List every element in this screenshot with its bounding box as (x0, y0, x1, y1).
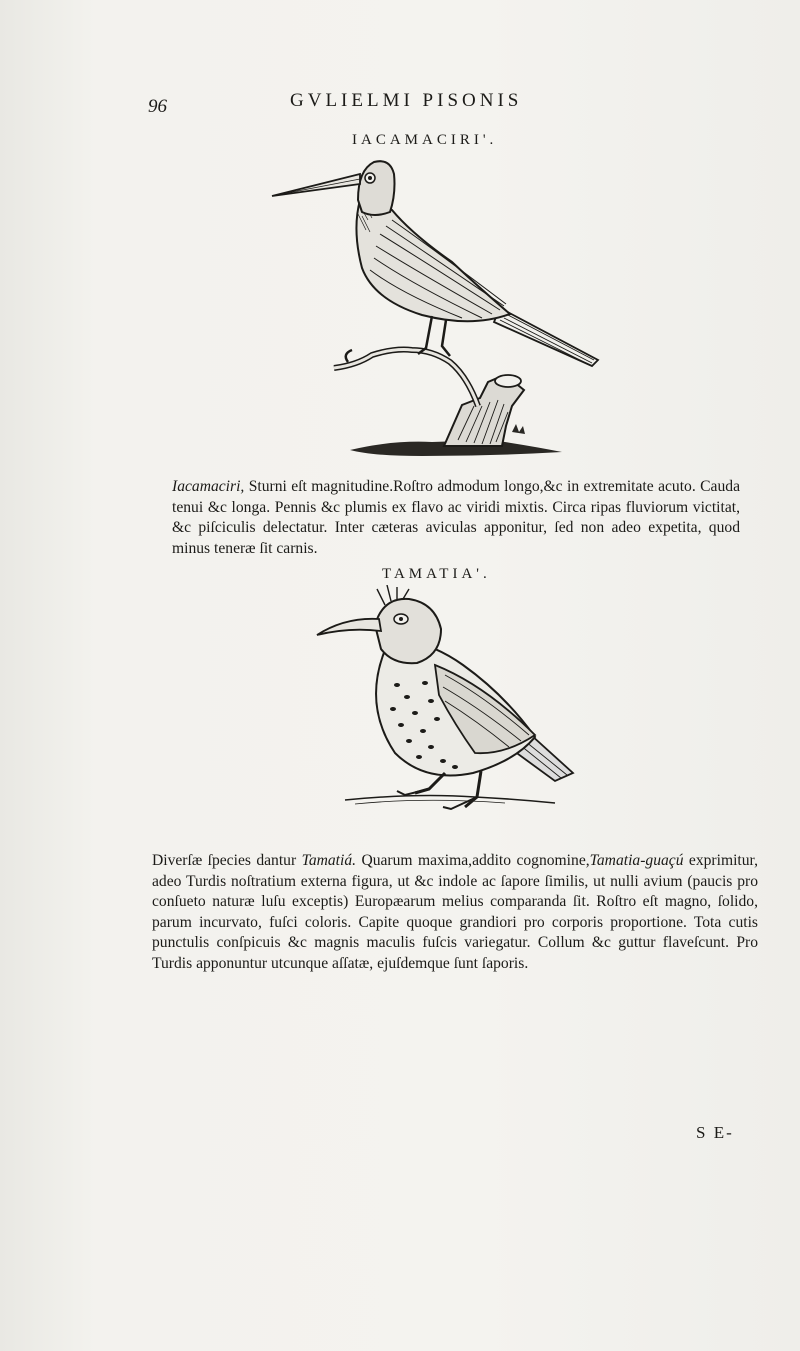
caption-tamatia: TAMATIA'. (382, 566, 491, 582)
iacamaciri-description (172, 477, 740, 559)
page-number: 96 (148, 96, 167, 117)
running-head: GVLIELMI PISONIS (290, 90, 523, 111)
kingfisher-woodcut-icon (262, 150, 607, 462)
iacamaciri-name: Iacamaciri, (172, 478, 245, 495)
tamatia-guacu-name: Tamatia-guaçú (589, 852, 684, 869)
tamatia-text-3: exprimitur, adeo Turdis noſtratium externa figura, ut &c indole ac ſapore ſimilis, ut nulli avium (paucis pro conſueto naturæ luſu exceptis) Europæarum melius comparanda ſit. Roſtro eſt magno, ſolido, parum incurvato, fuſci coloris. Capite quoque grandiori pro corporis proportione. Tota cutis punctulis conſpicuis &c magnis maculis fuſcis variegatur. Collum &c guttur flaveſcunt. Pro Turdis apponuntur utcunque aſſatæ, ejuſdemque ſunt ſaporis. (152, 852, 758, 972)
tamatia-name: Tamatiá. (301, 852, 357, 869)
caption-iacamaciri: IACAMACIRI'. (352, 132, 498, 148)
catchword: S E- (696, 1123, 734, 1142)
tamatia-text-1: Diverſæ ſpecies dantur (152, 852, 302, 869)
tamatia-description (152, 851, 758, 974)
iacamaciri-text: Sturni eſt magnitudine.Roſtro admodum longo,&c in extremitate acuto. Cauda tenui &c longa. Pennis &c plumis ex flavo ac viridi mixtis. Circa ripas fluviorum victitat, &c piſciculis delectatur. Inter cæteras aviculas apponitur, ſed non adeo expetita, quod minus teneræ ſit carnis. (172, 478, 740, 557)
tamatia-text-2: Quarum maxima,addito cognomine, (356, 852, 590, 869)
puffbird-woodcut-icon (305, 585, 590, 820)
